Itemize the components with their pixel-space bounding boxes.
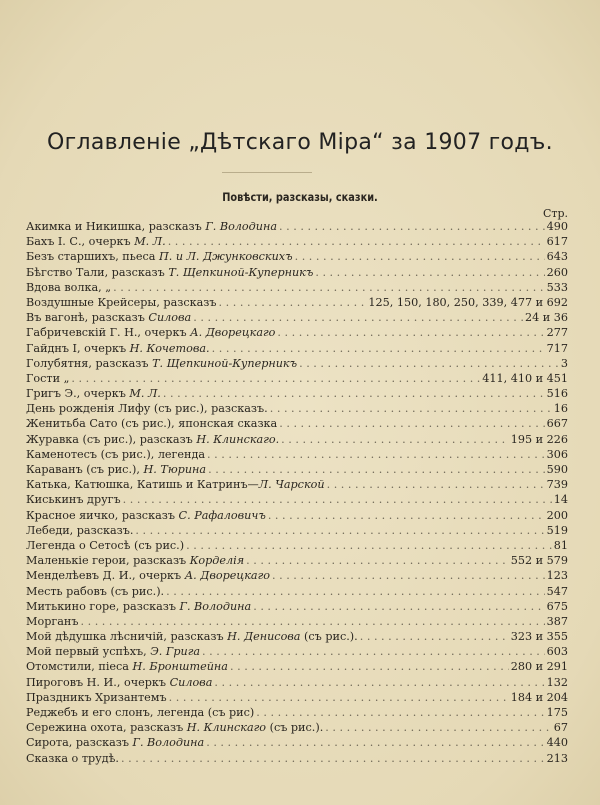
entry-title-block bbox=[26, 751, 119, 766]
entry-pages: 547 bbox=[546, 584, 568, 598]
entry-pages: 533 bbox=[546, 280, 568, 294]
toc-entry bbox=[26, 584, 568, 599]
entry-pages: 411, 410 и 451 bbox=[482, 371, 568, 385]
dot-leader bbox=[268, 508, 545, 523]
entry-author: П. и Л. Джунковскихъ bbox=[158, 250, 293, 264]
toc-entry bbox=[26, 462, 568, 477]
dot-leader bbox=[186, 538, 552, 553]
toc-entry bbox=[26, 295, 568, 310]
entry-title: Маленькіе герои, разсказъ bbox=[26, 554, 190, 568]
entry-title-block bbox=[26, 219, 277, 234]
dot-leader bbox=[123, 492, 552, 507]
entry-title-block bbox=[26, 432, 279, 447]
entry-author: Силова bbox=[169, 675, 213, 689]
toc-entry bbox=[26, 720, 568, 735]
dot-leader bbox=[168, 234, 545, 249]
entry-title: Митькино горе, разсказъ bbox=[26, 599, 180, 613]
entry-pages: 125, 150, 180, 250, 339, 477 и 692 bbox=[368, 295, 568, 309]
entry-pages: 617 bbox=[546, 235, 568, 249]
toc-entry bbox=[26, 265, 568, 280]
entry-title-block bbox=[26, 249, 293, 264]
entry-author: С. Рафаловичъ bbox=[178, 508, 266, 522]
toc-entry bbox=[26, 447, 568, 462]
entry-pages: 675 bbox=[546, 599, 568, 613]
entry-author: Н. Клинскаго. bbox=[196, 432, 280, 446]
entry-title: Безъ старшихъ, пьеса bbox=[26, 250, 159, 264]
toc-entry bbox=[26, 325, 568, 340]
toc-entry bbox=[26, 553, 568, 568]
dot-leader bbox=[202, 644, 545, 659]
entry-title: Голубятня, разсказъ bbox=[26, 356, 153, 370]
dot-leader bbox=[206, 735, 544, 750]
toc-entry bbox=[26, 538, 568, 553]
entry-author: Н. Кочетова. bbox=[129, 341, 210, 355]
entry-author: Н. Бронштейна bbox=[132, 660, 228, 674]
toc-entry bbox=[26, 234, 568, 249]
entry-title-block bbox=[26, 538, 184, 553]
dot-leader bbox=[279, 219, 545, 234]
entry-author: Э. Грига bbox=[150, 645, 201, 659]
dot-leader bbox=[219, 295, 367, 310]
entry-pages: 323 и 355 bbox=[510, 630, 568, 644]
entry-title: Пироговъ Н. И., очеркъ bbox=[26, 675, 170, 689]
entry-title-block bbox=[26, 705, 254, 720]
dot-leader bbox=[325, 720, 551, 735]
entry-title: Воздушные Крейсеры, разсказъ bbox=[26, 295, 217, 309]
dot-leader bbox=[256, 705, 544, 720]
entry-pages: 14 bbox=[553, 493, 568, 507]
entry-title: Месть рабовъ (съ рис.). bbox=[26, 584, 165, 598]
dot-leader bbox=[214, 675, 544, 690]
entry-author: Г. Володина bbox=[179, 599, 252, 613]
entry-pages: 213 bbox=[546, 751, 568, 765]
entry-pages: 440 bbox=[546, 736, 568, 750]
entry-title-block bbox=[26, 568, 270, 583]
entry-pages: 132 bbox=[546, 675, 568, 689]
entry-author: Н. Клинскаго bbox=[186, 721, 267, 735]
entry-title: Гости „ bbox=[26, 371, 70, 385]
entry-author: М. Л. bbox=[129, 387, 161, 401]
entry-title-block bbox=[26, 356, 297, 371]
toc-entry bbox=[26, 356, 568, 371]
dot-leader bbox=[71, 371, 480, 386]
dot-leader bbox=[270, 401, 552, 416]
section-heading: Повѣсти, разсказы, сказки. bbox=[222, 190, 378, 204]
entry-author: Н. Денисова bbox=[227, 630, 301, 644]
toc-entry bbox=[26, 751, 568, 766]
dot-leader bbox=[113, 280, 545, 295]
entry-title: Красное яичко, разсказъ bbox=[26, 508, 179, 522]
dot-leader bbox=[169, 690, 509, 705]
entry-title: Григъ Э., очеркъ bbox=[26, 387, 130, 401]
dot-leader bbox=[193, 310, 523, 325]
entry-title: Караванъ (съ рис.), bbox=[26, 463, 144, 476]
entry-pages: 175 bbox=[546, 706, 568, 719]
entry-title-block bbox=[26, 401, 268, 416]
entry-author: А. Дворецкаго bbox=[190, 326, 276, 340]
page-title: Оглавленіе „Дѣтскаго Міра“ за 1907 годъ. bbox=[47, 130, 553, 155]
toc-entry bbox=[26, 508, 568, 523]
entry-title-block bbox=[26, 341, 210, 356]
entry-title-block bbox=[26, 553, 244, 568]
entry-title-block bbox=[26, 614, 78, 629]
toc-list bbox=[26, 219, 568, 766]
dot-leader bbox=[277, 325, 544, 340]
entry-pages: 280 и 291 bbox=[510, 660, 568, 674]
toc-entry bbox=[26, 310, 568, 325]
entry-pages: 81 bbox=[553, 538, 568, 552]
dot-leader bbox=[299, 356, 559, 371]
entry-title: Праздникъ Хризантемъ bbox=[26, 690, 167, 704]
entry-title-block bbox=[26, 508, 266, 523]
entry-pages: 195 и 226 bbox=[510, 432, 568, 446]
dot-leader bbox=[360, 629, 509, 644]
dot-leader bbox=[121, 751, 545, 766]
toc-entry bbox=[26, 249, 568, 264]
entry-pages: 603 bbox=[546, 645, 568, 659]
toc-entry bbox=[26, 659, 568, 674]
toc-entry bbox=[26, 735, 568, 750]
entry-pages: 387 bbox=[546, 614, 568, 628]
entry-title-block bbox=[26, 265, 313, 280]
dot-leader bbox=[246, 553, 509, 568]
entry-title-block bbox=[26, 447, 205, 462]
entry-pages: 739 bbox=[546, 478, 568, 492]
toc-entry bbox=[26, 371, 568, 386]
entry-title: Акимка и Никишка, разсказъ bbox=[26, 220, 206, 233]
entry-pages: 24 и 36 bbox=[524, 311, 568, 325]
entry-author: Т. Щепкиной-Куперникъ bbox=[168, 265, 314, 279]
entry-pages: 260 bbox=[546, 265, 568, 279]
toc-entry bbox=[26, 690, 568, 705]
entry-pages: 519 bbox=[546, 523, 568, 537]
page-column-label: Стр. bbox=[542, 207, 568, 220]
entry-title: Мой первый успѣхъ, bbox=[26, 645, 151, 659]
entry-title: День рожденія Лифу (съ рис.), разсказъ. bbox=[26, 402, 268, 416]
dot-leader bbox=[207, 447, 545, 462]
entry-author: Силова bbox=[148, 311, 192, 325]
toc-entry bbox=[26, 629, 568, 644]
dot-leader bbox=[212, 341, 545, 356]
entry-title-block bbox=[26, 690, 167, 705]
entry-title: Сережина охота, разсказъ bbox=[26, 721, 187, 735]
title-divider bbox=[222, 172, 312, 173]
entry-title: Бѣгство Тали, разсказъ bbox=[26, 265, 169, 279]
entry-title: Сказка о трудѣ. bbox=[26, 751, 119, 765]
entry-title: Сирота, разсказъ bbox=[26, 736, 133, 750]
dot-leader bbox=[315, 265, 544, 280]
entry-title: Легенда о Сетосѣ (съ рис.) bbox=[26, 538, 185, 552]
toc-entry bbox=[26, 219, 568, 234]
entry-title: Каменотесъ (съ рис.), легенда bbox=[26, 447, 206, 461]
toc-entry bbox=[26, 477, 568, 492]
entry-title-block bbox=[26, 735, 204, 750]
toc-entry bbox=[26, 523, 568, 538]
toc-entry bbox=[26, 341, 568, 356]
entry-author: Л. Чарской bbox=[258, 478, 325, 492]
entry-pages: 590 bbox=[546, 463, 568, 476]
entry-pages: 3 bbox=[560, 356, 568, 370]
entry-title: Морганъ bbox=[26, 614, 79, 628]
entry-note: (съ рис.). bbox=[266, 721, 324, 735]
toc-entry bbox=[26, 280, 568, 295]
entry-author: М. Л. bbox=[134, 235, 166, 249]
entry-title-block bbox=[26, 234, 166, 249]
dot-leader bbox=[135, 523, 544, 538]
entry-title-block bbox=[26, 325, 275, 340]
entry-title-block bbox=[26, 477, 325, 492]
entry-title-block bbox=[26, 310, 191, 325]
entry-title-block bbox=[26, 675, 212, 690]
entry-title: Киськинъ другъ bbox=[26, 493, 121, 507]
entry-title: Лебеди, разсказъ. bbox=[26, 523, 134, 537]
toc-entry bbox=[26, 492, 568, 507]
entry-title-block bbox=[26, 462, 206, 477]
toc-entry bbox=[26, 401, 568, 416]
entry-pages: 277 bbox=[546, 326, 568, 340]
entry-title: Въ вагонѣ, разсказъ bbox=[26, 311, 149, 325]
entry-title: Бахъ I. С., очеркъ bbox=[26, 235, 135, 249]
entry-title: Журавка (съ рис.), разсказъ bbox=[26, 432, 197, 446]
toc-entry bbox=[26, 386, 568, 401]
entry-pages: 200 bbox=[546, 508, 568, 522]
toc-entry bbox=[26, 416, 568, 431]
dot-leader bbox=[230, 659, 509, 674]
toc-entry bbox=[26, 644, 568, 659]
entry-pages: 123 bbox=[546, 569, 568, 583]
toc-entry bbox=[26, 568, 568, 583]
entry-title: Реджебъ и его слонъ, легенда (съ рис) bbox=[26, 706, 255, 719]
entry-note: (съ рис.). bbox=[300, 630, 358, 644]
entry-pages: 717 bbox=[546, 341, 568, 355]
entry-pages: 667 bbox=[546, 417, 568, 431]
dot-leader bbox=[80, 614, 544, 629]
entry-pages: 643 bbox=[546, 250, 568, 264]
dot-leader bbox=[279, 416, 544, 431]
entry-title-block bbox=[26, 644, 200, 659]
entry-title-block bbox=[26, 295, 217, 310]
entry-title: Отомстили, піеса bbox=[26, 660, 133, 674]
entry-title-block bbox=[26, 416, 277, 431]
entry-title: Менделѣевъ Д. И., очеркъ bbox=[26, 569, 185, 583]
entry-title-block bbox=[26, 492, 121, 507]
entry-title-block bbox=[26, 599, 251, 614]
entry-author: Корделія bbox=[189, 554, 245, 568]
entry-title-block bbox=[26, 280, 111, 295]
entry-pages: 552 и 579 bbox=[510, 554, 568, 568]
toc-entry bbox=[26, 614, 568, 629]
entry-author: Г. Володина bbox=[132, 736, 205, 750]
entry-title: Гайднъ I, очеркъ bbox=[26, 341, 130, 355]
entry-author: Г. Володина bbox=[205, 220, 277, 233]
entry-title: Габричевскій Г. Н., очеркъ bbox=[26, 326, 191, 340]
entry-pages: 490 bbox=[546, 220, 568, 233]
entry-title: Мой дѣдушка лѣсничій, разсказъ bbox=[26, 630, 228, 644]
entry-title-block bbox=[26, 629, 358, 644]
toc-entry bbox=[26, 432, 568, 447]
dot-leader bbox=[295, 249, 545, 264]
toc-entry bbox=[26, 599, 568, 614]
dot-leader bbox=[253, 599, 544, 614]
dot-leader bbox=[327, 477, 545, 492]
entry-pages: 67 bbox=[553, 721, 568, 735]
entry-title: Катька, Катюшка, Катишь и Катринъ— bbox=[26, 478, 259, 492]
entry-title-block bbox=[26, 371, 69, 386]
entry-author: Н. Тюрина bbox=[143, 463, 207, 476]
dot-leader bbox=[166, 584, 545, 599]
entry-pages: 184 и 204 bbox=[510, 690, 568, 704]
entry-pages: 516 bbox=[546, 387, 568, 401]
entry-title-block bbox=[26, 720, 323, 735]
entry-title-block bbox=[26, 523, 133, 538]
entry-title-block bbox=[26, 386, 161, 401]
toc-entry bbox=[26, 675, 568, 690]
dot-leader bbox=[163, 386, 545, 401]
entry-title-block bbox=[26, 659, 228, 674]
dot-leader bbox=[272, 568, 545, 583]
entry-title: Женитьба Сато (съ рис.), японская сказка bbox=[26, 417, 278, 431]
entry-author: А. Дворецкаго bbox=[184, 569, 270, 583]
entry-title-block bbox=[26, 584, 164, 599]
toc-entry bbox=[26, 705, 568, 720]
entry-pages: 16 bbox=[553, 402, 568, 416]
entry-pages: 306 bbox=[546, 447, 568, 461]
entry-title: Вдова волка, „ bbox=[26, 280, 112, 294]
dot-leader bbox=[281, 432, 509, 447]
entry-author: Т. Щепкиной-Куперникъ bbox=[152, 356, 298, 370]
dot-leader bbox=[208, 462, 545, 477]
